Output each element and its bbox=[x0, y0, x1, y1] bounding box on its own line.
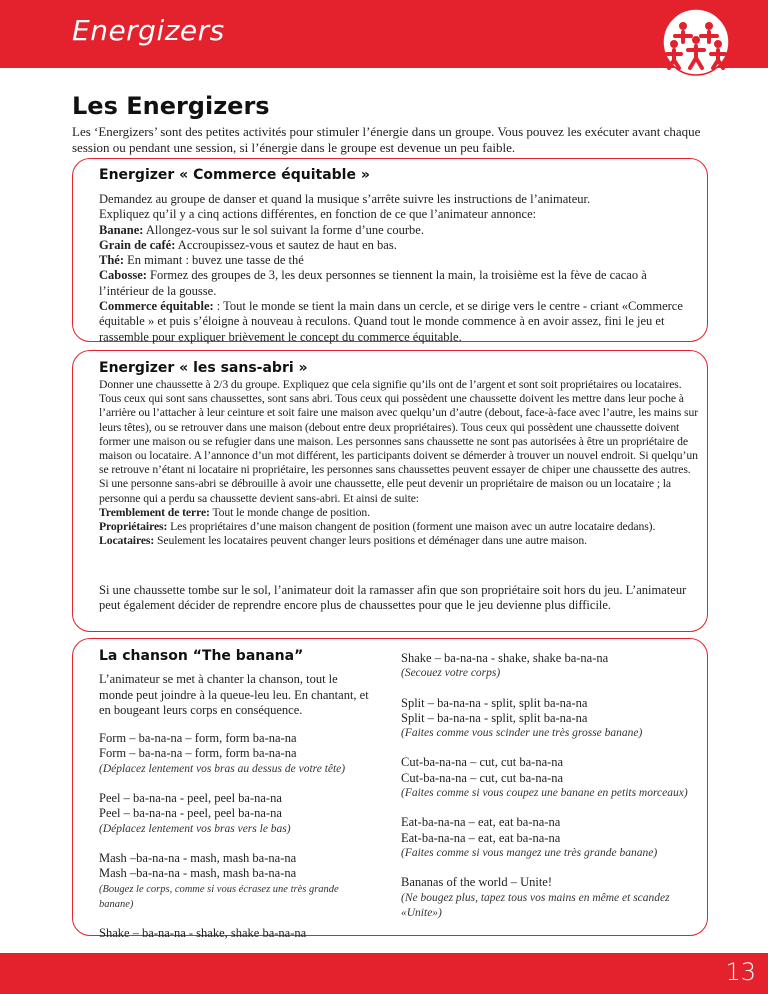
song-note: (Secouez votre corps) bbox=[401, 667, 501, 680]
closing-paragraph: Si une chaussette tombe sur le sol, l’animateur doit la ramasser afin que son propriétaire soit hors du jeu. L’animateur peut également décider de reprendre encore plus de chaussettes pour que le jeu devienne plus difficile. bbox=[99, 583, 687, 613]
song-line: Mash –ba-na-na - mash, mash ba-na-na bbox=[99, 866, 297, 881]
page-title: Les Energizers bbox=[72, 92, 270, 120]
energizer-sans-abri-box bbox=[72, 350, 708, 632]
energizer-commerce-box bbox=[72, 158, 708, 342]
box-line: Demandez au groupe de danser et quand la musique s’arrête suivre les instructions de l’animateur. bbox=[99, 192, 591, 206]
instruction-item: Cabosse: Formez des groupes de 3, les deux personnes se tiennent la main, la troisième est la fève de cacao à l’intérieur de la gousse. bbox=[99, 268, 647, 298]
song-note: (Déplacez lentement vos bras au dessus de votre tête) bbox=[99, 762, 346, 775]
song-line: Cut-ba-na-na – cut, cut ba-na-na bbox=[401, 755, 564, 770]
song-line: Form – ba-na-na – form, form ba-na-na bbox=[99, 731, 297, 746]
song-line: Split – ba-na-na - split, split ba-na-na bbox=[401, 710, 588, 725]
song-note: (Faites comme si vous mangez une très grande banane) bbox=[401, 846, 658, 859]
song-note: (Bougez le corps, comme si vous écrasez une très grande banane) bbox=[99, 883, 339, 910]
instruction-item: Locataires: Seulement les locataires peuvent changer leurs positions et déménager dans une autre maison. bbox=[99, 534, 587, 548]
song-note: (Déplacez lentement vos bras vers le bas) bbox=[99, 822, 291, 835]
song-line: Eat-ba-na-na – eat, eat ba-na-na bbox=[401, 815, 561, 830]
song-line: Shake – ba-na-na - shake, shake ba-na-na bbox=[99, 926, 307, 941]
song-line: Peel – ba-na-na - peel, peel ba-na-na bbox=[99, 806, 282, 821]
instruction-item: Tremblement de terre: Tout le monde change de position. bbox=[99, 505, 370, 519]
song-line: Form – ba-na-na – form, form ba-na-na bbox=[99, 746, 297, 761]
box-paragraph: Donner une chaussette à 2/3 du groupe. Expliquez que cela signifie qu’ils ont de l’argent et sont soit propriétaires ou locataires. Tous ceux qui sont sans chaussettes, sont sans abri. Tous ceux qui possèdent une chaussette doivent les mettre dans leur poche à l’arrière ou l’attacher à leur ceinture et soit faire une maison avec quelqu’un d’autre (debout, face-à-face avec l’autre, les mains sur leurs têtes), ou se retrouver dans une maison (debout entre deux propriétaires). Tous ceux qui possèdent une chaussette doivent former une maison ou se refugier dans une maison. Les personnes sans chaussette ne sont pas autorisées à être un propriétaire de maison ou locataire. A l’annonce d’un mot différent, les participants doivent se démerder à trouver un nouvel endroit. Si quelqu’un se retrouve n’étant ni locataire ni propriétaire, les personnes sans chaussettes peuvent essayer de chiper une chaussette des autres. Si une personne sans-abri se débrouille à avoir une chaussette, elle peut devenir un propriétaire de maison ou un locataire ; la personne qui a perdu sa chaussette devient sans-abri. Et ainsi de suite: bbox=[99, 378, 699, 505]
song-note: (Ne bougez plus, tapez tous vos mains en même et scandez «Unite») bbox=[401, 891, 670, 919]
song-line: Bananas of the world – Unite! bbox=[401, 875, 553, 890]
footer-bar bbox=[0, 953, 768, 994]
song-note: (Faites comme vous scinder une très grosse banane) bbox=[401, 727, 643, 740]
instruction-item: Thé: En mimant : buvez une tasse de thé bbox=[99, 253, 304, 268]
box-text bbox=[99, 192, 695, 345]
instruction-item: Commerce équitable: : Tout le monde se tient la main dans un cercle, et se dirige vers le centre - criant «Commerce équitable » et puis s’éloigne à nouveau à reculons. Quand tout le monde commence à en avoir assez, fini le jeu et rassemble pour expliquer brièvement le concept du commerce équitable. bbox=[99, 299, 683, 344]
people-group-icon bbox=[650, 8, 742, 76]
instruction-item: Banane: Allongez-vous sur le sol suivant la forme d’une courbe. bbox=[99, 222, 424, 237]
box-title: Energizer « les sans-abri » bbox=[99, 360, 308, 376]
instruction-item: Propriétaires: Les propriétaires d’une maison changent de position (forment une maison avec un autre locataire dedans). bbox=[99, 520, 656, 534]
song-right-column bbox=[401, 651, 691, 921]
box-line: Expliquez qu’il y a cinq actions différentes, en fonction de ce que l’animateur annonce: bbox=[99, 207, 537, 222]
song-line: Mash –ba-na-na - mash, mash ba-na-na bbox=[99, 850, 297, 865]
box-title: Energizer « Commerce équitable » bbox=[99, 167, 370, 183]
banana-song-box bbox=[72, 638, 708, 941]
song-line: Cut-ba-na-na – cut, cut ba-na-na bbox=[401, 770, 564, 785]
song-left-column bbox=[99, 649, 369, 941]
page-number: 13 bbox=[725, 958, 756, 986]
song-line: Peel – ba-na-na - peel, peel ba-na-na bbox=[99, 791, 282, 806]
song-intro: L’animateur se met à chanter la chanson, tout le monde peut joindre à la queue-leu leu. En chantant, et en bougeant leurs corps en conséquence. bbox=[99, 672, 369, 717]
song-line: Eat-ba-na-na – eat, eat ba-na-na bbox=[401, 830, 561, 845]
song-line: Shake – ba-na-na - shake, shake ba-na-na bbox=[401, 651, 609, 665]
song-line: Split – ba-na-na - split, split ba-na-na bbox=[401, 695, 588, 710]
header-title: Energizers bbox=[72, 14, 225, 47]
intro-paragraph: Les ‘Energizers’ sont des petites activités pour stimuler l’énergie dans un groupe. Vous pouvez les exécuter avant chaque session ou pendant une session, si l’énergie dans le groupe est devenue un peu faible. bbox=[72, 124, 701, 155]
song-note: (Faites comme si vous coupez une banane en petits morceaux) bbox=[401, 787, 688, 800]
box-title: La chanson “The banana” bbox=[99, 648, 304, 664]
instruction-item: Grain de café: Accroupissez-vous et sautez de haut en bas. bbox=[99, 237, 397, 252]
box-text bbox=[99, 378, 699, 548]
